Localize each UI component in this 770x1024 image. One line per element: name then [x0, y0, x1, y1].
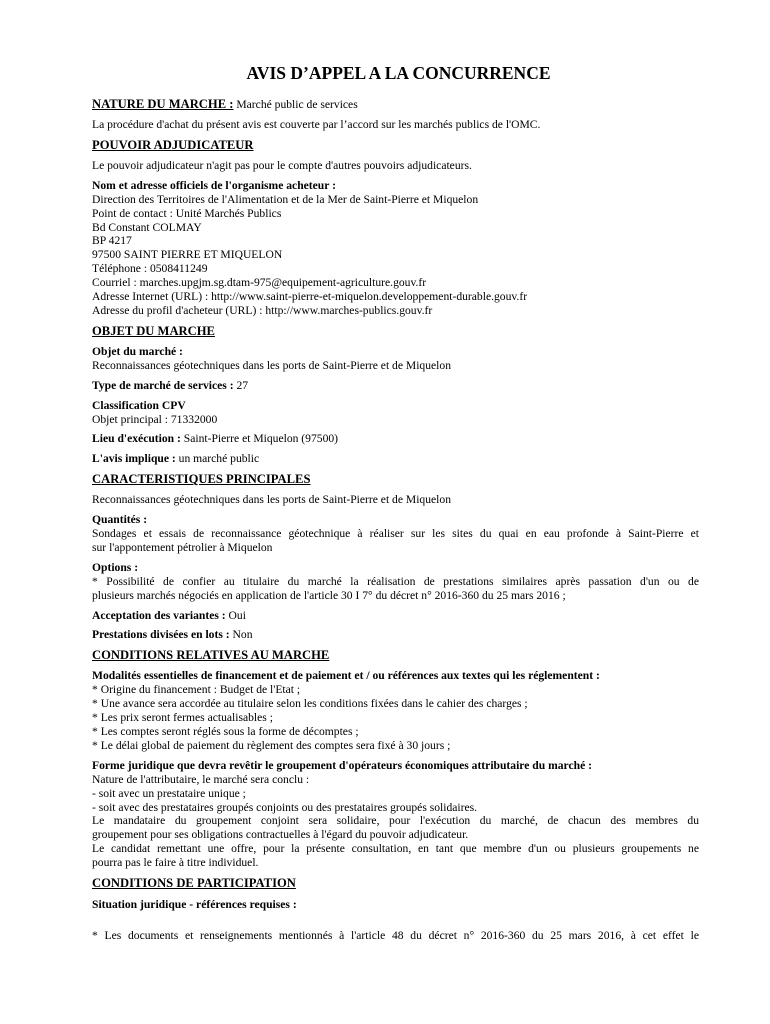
cpv-value: Objet principal : 71332000: [92, 412, 218, 426]
forme-line: - soit avec des prestataires groupés conjoints ou des prestataires groupés solidaires.: [92, 800, 478, 814]
forme-label: Forme juridique que devra revêtir le groupement d'opérateurs économiques attributaire du marché :: [92, 758, 592, 772]
org-line: 97500 SAINT PIERRE ET MIQUELON: [92, 248, 283, 262]
mandataire-text: Le mandataire du groupement conjoint sera solidaire, pour l'exécution du marché, de chacun des membres du: [92, 814, 699, 828]
candidat-text: pourra pas le faire à titre individuel.: [92, 856, 259, 870]
pouvoir-text: Le pouvoir adjudicateur n'agit pas pour le compte d'autres pouvoirs adjudicateurs.: [92, 158, 472, 172]
org-website: Adresse Internet (URL) : http://www.saint-pierre-et-miquelon.developpement-durable.gouv.fr: [92, 290, 528, 304]
section-heading-objet: OBJET DU MARCHE: [92, 323, 215, 338]
variantes-label: Acceptation des variantes :: [92, 608, 226, 622]
list-item: * Les prix seront fermes actualisables ;: [92, 711, 273, 725]
quantites-label: Quantités :: [92, 513, 148, 527]
caracteristiques-text: Reconnaissances géotechniques dans les ports de Saint-Pierre et de Miquelon: [92, 493, 451, 507]
org-line: Bd Constant COLMAY: [92, 220, 202, 234]
list-item: * Origine du financement : Budget de l'Etat ;: [92, 683, 301, 697]
org-email: Courriel : marches.upgjm.sg.dtam-975@equipement-agriculture.gouv.fr: [92, 276, 427, 290]
objet-label: Objet du marché :: [92, 344, 183, 358]
nature-text: La procédure d'achat du présent avis est couverte par l’accord sur les marchés publics de l'OMC.: [92, 118, 541, 131]
situation-label: Situation juridique - références requises :: [92, 898, 297, 912]
mandataire-text: groupement pour ses obligations contractuelles à l'égard du pouvoir adjudicateur.: [92, 828, 469, 842]
document-page: [92, 62, 699, 943]
list-item: * Une avance sera accordée au titulaire selon les conditions fixées dans le cahier des charges ;: [92, 697, 528, 711]
lieu-value: Saint-Pierre et Miquelon (97500): [180, 432, 339, 446]
options-text: plusieurs marchés négociés en application de l'article 30 I 7° du décret n° 2016-360 du 25 mars 2016 ;: [92, 588, 566, 602]
section-heading-nature: NATURE DU MARCHE :: [92, 97, 234, 111]
documents-text: * Les documents et renseignements mentionnés à l'article 48 du décret n° 2016-360 du 25 mars 2016, à cet effet le: [92, 928, 699, 942]
type-label: Type de marché de services :: [92, 378, 234, 392]
quantites-text: Sondages et essais de reconnaissance géotechnique à réaliser sur les sites du quai en eau profonde à Saint-Pierre et: [92, 527, 699, 541]
quantites-text: sur l'appontement pétrolier à Miquelon: [92, 540, 273, 554]
variantes-value: Oui: [225, 608, 246, 622]
org-label: Nom et adresse officiels de l'organisme acheteur :: [92, 178, 336, 192]
org-buyer-profile: Adresse du profil d'acheteur (URL) : http://www.marches-publics.gouv.fr: [92, 303, 433, 317]
lieu-label: Lieu d'exécution :: [92, 432, 181, 446]
forme-line: Nature de l'attributaire, le marché sera conclu :: [92, 772, 310, 786]
type-value: 27: [233, 378, 249, 392]
org-line: Direction des Territoires de l'Alimentation et de la Mer de Saint-Pierre et Miquelon: [92, 192, 479, 206]
page-title: AVIS D’APPEL A LA CONCURRENCE: [246, 63, 551, 83]
lots-label: Prestations divisées en lots :: [92, 628, 230, 642]
options-text: * Possibilité de confier au titulaire du marché la réalisation de prestations similaires après passation d'un ou de: [92, 574, 699, 588]
section-heading-pouvoir: POUVOIR ADJUDICATEUR: [92, 137, 254, 152]
forme-line: - soit avec un prestataire unique ;: [92, 786, 246, 800]
avis-label: L'avis implique :: [92, 452, 176, 466]
org-line: BP 4217: [92, 234, 132, 248]
options-label: Options :: [92, 560, 139, 574]
org-phone: Téléphone : 0508411249: [92, 262, 208, 276]
cpv-label: Classification CPV: [92, 398, 186, 412]
nature-value: Marché public de services: [233, 98, 358, 111]
section-heading-conditions: CONDITIONS RELATIVES AU MARCHE: [92, 648, 330, 663]
section-heading-participation: CONDITIONS DE PARTICIPATION: [92, 876, 296, 891]
avis-value: un marché public: [175, 452, 260, 466]
section-heading-caracteristiques: CARACTERISTIQUES PRINCIPALES: [92, 472, 311, 487]
nature-line: [92, 97, 699, 112]
list-item: * Les comptes seront réglés sous la forme de décomptes ;: [92, 725, 359, 738]
lots-value: Non: [229, 628, 253, 642]
list-item: * Le délai global de paiement du règlement des comptes sera fixé à 30 jours ;: [92, 738, 451, 752]
candidat-text: Le candidat remettant une offre, pour la présente consultation, en tant que membre d'un ou plusieurs groupements ne: [92, 842, 699, 856]
objet-value: Reconnaissances géotechniques dans les ports de Saint-Pierre et de Miquelon: [92, 358, 451, 372]
modalites-label: Modalités essentielles de financement et de paiement et / ou références aux textes qui les réglementent :: [92, 669, 600, 683]
org-line: Point de contact : Unité Marchés Publics: [92, 206, 282, 220]
